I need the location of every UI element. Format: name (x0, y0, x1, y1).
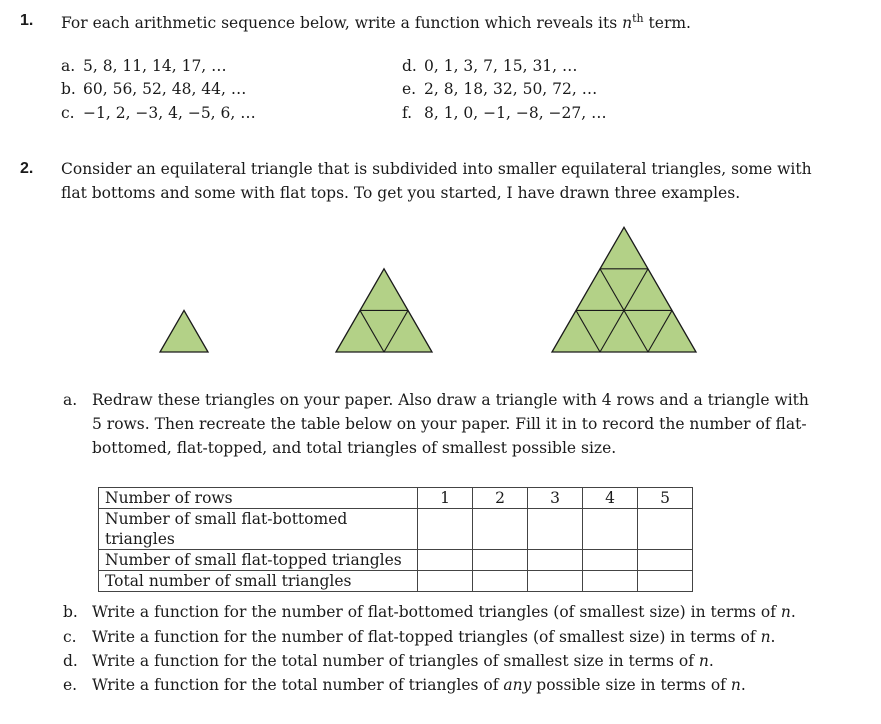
table-cell (418, 509, 473, 550)
part-c-var: n (760, 628, 771, 646)
part-c-label: c. (63, 628, 77, 646)
triangle-outline (160, 310, 208, 352)
part-e-var: n (730, 676, 741, 694)
table-row-label: Total number of small triangles (99, 571, 418, 592)
part-d-text-main: Write a function for the total number of triangles of smallest size in terms of (92, 652, 699, 670)
part-b-end: . (790, 603, 796, 621)
question-2-prompt-line-2: flat bottoms and some with flat tops. To get you started, I have drawn three examples. (61, 184, 741, 202)
sequence-d-label: d. (402, 57, 417, 75)
table-row-label: Number of small flat-bottomed triangles (99, 509, 418, 550)
part-e-text-mid: possible size in terms of (531, 676, 731, 694)
part-e-emphasis: any (503, 676, 532, 694)
sequence-a-value: 5, 8, 11, 14, 17, … (83, 57, 227, 75)
table-cell (583, 550, 638, 571)
table-cell: 4 (583, 488, 638, 509)
sequence-f-value: 8, 1, 0, −1, −8, −27, … (424, 104, 607, 122)
part-e-label: e. (63, 676, 78, 694)
table-row (99, 571, 693, 592)
part-d-end: . (708, 652, 714, 670)
question-1-prompt-var: n (622, 14, 633, 33)
triangle-3-rows (552, 227, 696, 352)
part-d-label: d. (63, 652, 78, 670)
part-b-label: b. (63, 603, 78, 621)
table-cell (528, 571, 583, 592)
part-a-label: a. (63, 391, 78, 409)
sequence-b-label: b. (61, 80, 76, 98)
sequence-c-label: c. (61, 104, 75, 122)
table-cell (583, 571, 638, 592)
part-a-line-3: bottomed, flat-topped, and total triangles of smallest possible size. (92, 439, 617, 457)
question-1-prompt-sup: th (632, 12, 644, 25)
table-cell (473, 550, 528, 571)
sequence-b-value: 60, 56, 52, 48, 44, … (83, 80, 247, 98)
table-row (99, 509, 693, 550)
table-cell: 3 (528, 488, 583, 509)
triangle-outline (552, 227, 696, 352)
part-c-text (92, 628, 775, 646)
part-e-text-main: Write a function for the total number of triangles of (92, 676, 504, 694)
part-b-text (92, 603, 796, 621)
triangle-1-rows (160, 310, 208, 352)
triangle-group (160, 227, 696, 352)
sequence-c-value: −1, 2, −3, 4, −5, 6, … (83, 104, 256, 122)
question-1-prompt-text: For each arithmetic sequence below, write a function which reveals its (61, 14, 623, 33)
table-cell: 5 (638, 488, 693, 509)
sequence-e-label: e. (402, 80, 417, 98)
question-2-number: 2. (20, 160, 34, 177)
question-1-prompt-end: term. (643, 14, 691, 33)
part-d-var: n (698, 652, 709, 670)
table-row-label: Number of rows (99, 488, 418, 509)
table-cell (638, 550, 693, 571)
table-cell (418, 550, 473, 571)
question-2-prompt-line-1: Consider an equilateral triangle that is subdivided into smaller equilateral triangles, some with (61, 160, 812, 178)
table-cell (473, 571, 528, 592)
table-cell (473, 509, 528, 550)
part-c-end: . (770, 628, 776, 646)
question-1-number: 1. (20, 12, 34, 29)
table-cell (418, 571, 473, 592)
table-cell (638, 571, 693, 592)
table-cell (583, 509, 638, 550)
sequence-a-label: a. (61, 57, 76, 75)
part-e-text (92, 676, 746, 694)
table-cell (528, 550, 583, 571)
record-table (98, 487, 693, 592)
part-a-line-1: Redraw these triangles on your paper. Also draw a triangle with 4 rows and a triangle with (92, 391, 809, 409)
table-row (99, 488, 693, 509)
part-d-text (92, 652, 714, 670)
table-cell (638, 509, 693, 550)
table-cell: 2 (473, 488, 528, 509)
part-b-var: n (780, 603, 791, 621)
table-cell: 1 (418, 488, 473, 509)
part-c-text-main: Write a function for the number of flat-topped triangles (of smallest size) in terms of (92, 628, 761, 646)
part-a-line-2: 5 rows. Then recreate the table below on your paper. Fill it in to record the number of flat- (92, 415, 807, 433)
table-cell (528, 509, 583, 550)
sequence-e-value: 2, 8, 18, 32, 50, 72, … (424, 80, 598, 98)
sequence-d-value: 0, 1, 3, 7, 15, 31, … (424, 57, 578, 75)
table-row (99, 550, 693, 571)
table-row-label: Number of small flat-topped triangles (99, 550, 418, 571)
triangle-2-rows (336, 269, 432, 352)
part-e-end: . (740, 676, 746, 694)
part-b-text-main: Write a function for the number of flat-bottomed triangles (of smallest size) in terms of (92, 603, 781, 621)
sequence-f-label: f. (402, 104, 413, 122)
